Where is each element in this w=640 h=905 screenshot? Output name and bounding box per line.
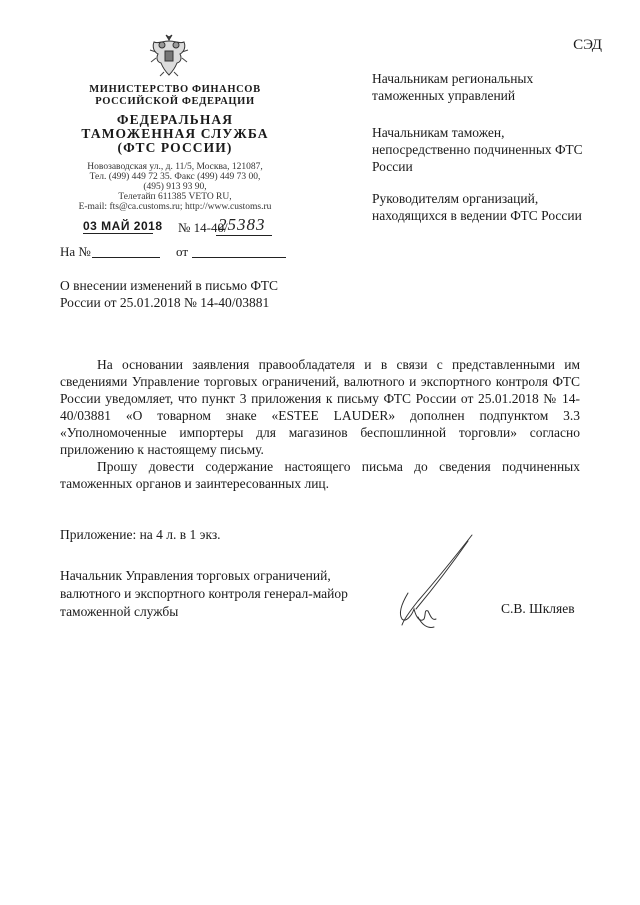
service-line: (ФТС РОССИИ) — [117, 140, 233, 155]
reference-number-label: На № — [60, 244, 91, 259]
document-number-value: 25383 — [216, 215, 272, 236]
handwritten-signature — [388, 533, 478, 633]
attachment-note: Приложение: на 4 л. в 1 экз. — [60, 527, 221, 542]
signer-position: Начальник Управления торговых ограничений, валютного и экспортного контроля генерал-майор таможенной службы — [60, 568, 348, 619]
service-line: ФЕДЕРАЛЬНАЯ — [116, 112, 234, 127]
addressee: Руководителям организаций, находящихся в ведении ФТС России — [372, 191, 582, 223]
ministry-title — [60, 84, 290, 108]
letter-subject: О внесении изменений в письмо ФТС России от 25.01.2018 № 14-40/03881 — [60, 278, 279, 310]
reference-from-label: от — [176, 244, 189, 259]
body-paragraph: Прошу довести содержание настоящего письма до сведения подчиненных таможенных органов и заинтересованных лиц. — [60, 459, 580, 491]
addressee: Начальникам таможен, непосредственно подчиненных ФТС России — [372, 125, 583, 174]
document-number-label: № 14-40/ — [178, 220, 228, 235]
contact-line: (495) 913 93 90, — [143, 182, 207, 192]
document-date: 03 МАЙ 2018 — [83, 219, 163, 233]
addressee: Начальникам региональных таможенных управлений — [372, 71, 534, 103]
service-line: ТАМОЖЕННАЯ СЛУЖБА — [81, 126, 269, 141]
reference-number-line — [92, 257, 160, 258]
contacts-block — [60, 162, 290, 212]
contact-line: E-mail: fts@ca.customs.ru; http://www.customs.ru — [78, 202, 272, 212]
double-headed-eagle-icon — [148, 32, 190, 78]
ministry-line: РОССИЙСКОЙ ФЕДЕРАЦИИ — [95, 96, 255, 107]
contact-line: Телетайп 611385 VETO RU, — [118, 192, 232, 202]
ministry-line: МИНИСТЕРСТВО ФИНАНСОВ — [89, 84, 261, 95]
signer-name: С.В. Шкляев — [501, 601, 575, 616]
body-paragraph: На основании заявления правообладателя и в связи с представленными им сведениями Управление торговых ограничений, валютного и экспортного контроля ФТС России уведомляет, что пункт 3 приложения к письму ФТС России от 25.01.2018 № 14-40/03881 «О товарном знаке «ESTEE LAUDER» дополнен подпунктом 3.3 «Уполномоченные импортеры для магазинов беспошлинной торговли» согласно приложению к настоящему письму. — [60, 357, 580, 457]
contact-line: Новозаводская ул., д. 11/5, Москва, 121087, — [87, 162, 263, 172]
reference-date-line — [192, 257, 286, 258]
contact-line: Тел. (499) 449 72 35. Факс (499) 449 73 00, — [89, 172, 261, 182]
service-title — [60, 113, 290, 155]
sed-mark: СЭД — [573, 37, 602, 53]
